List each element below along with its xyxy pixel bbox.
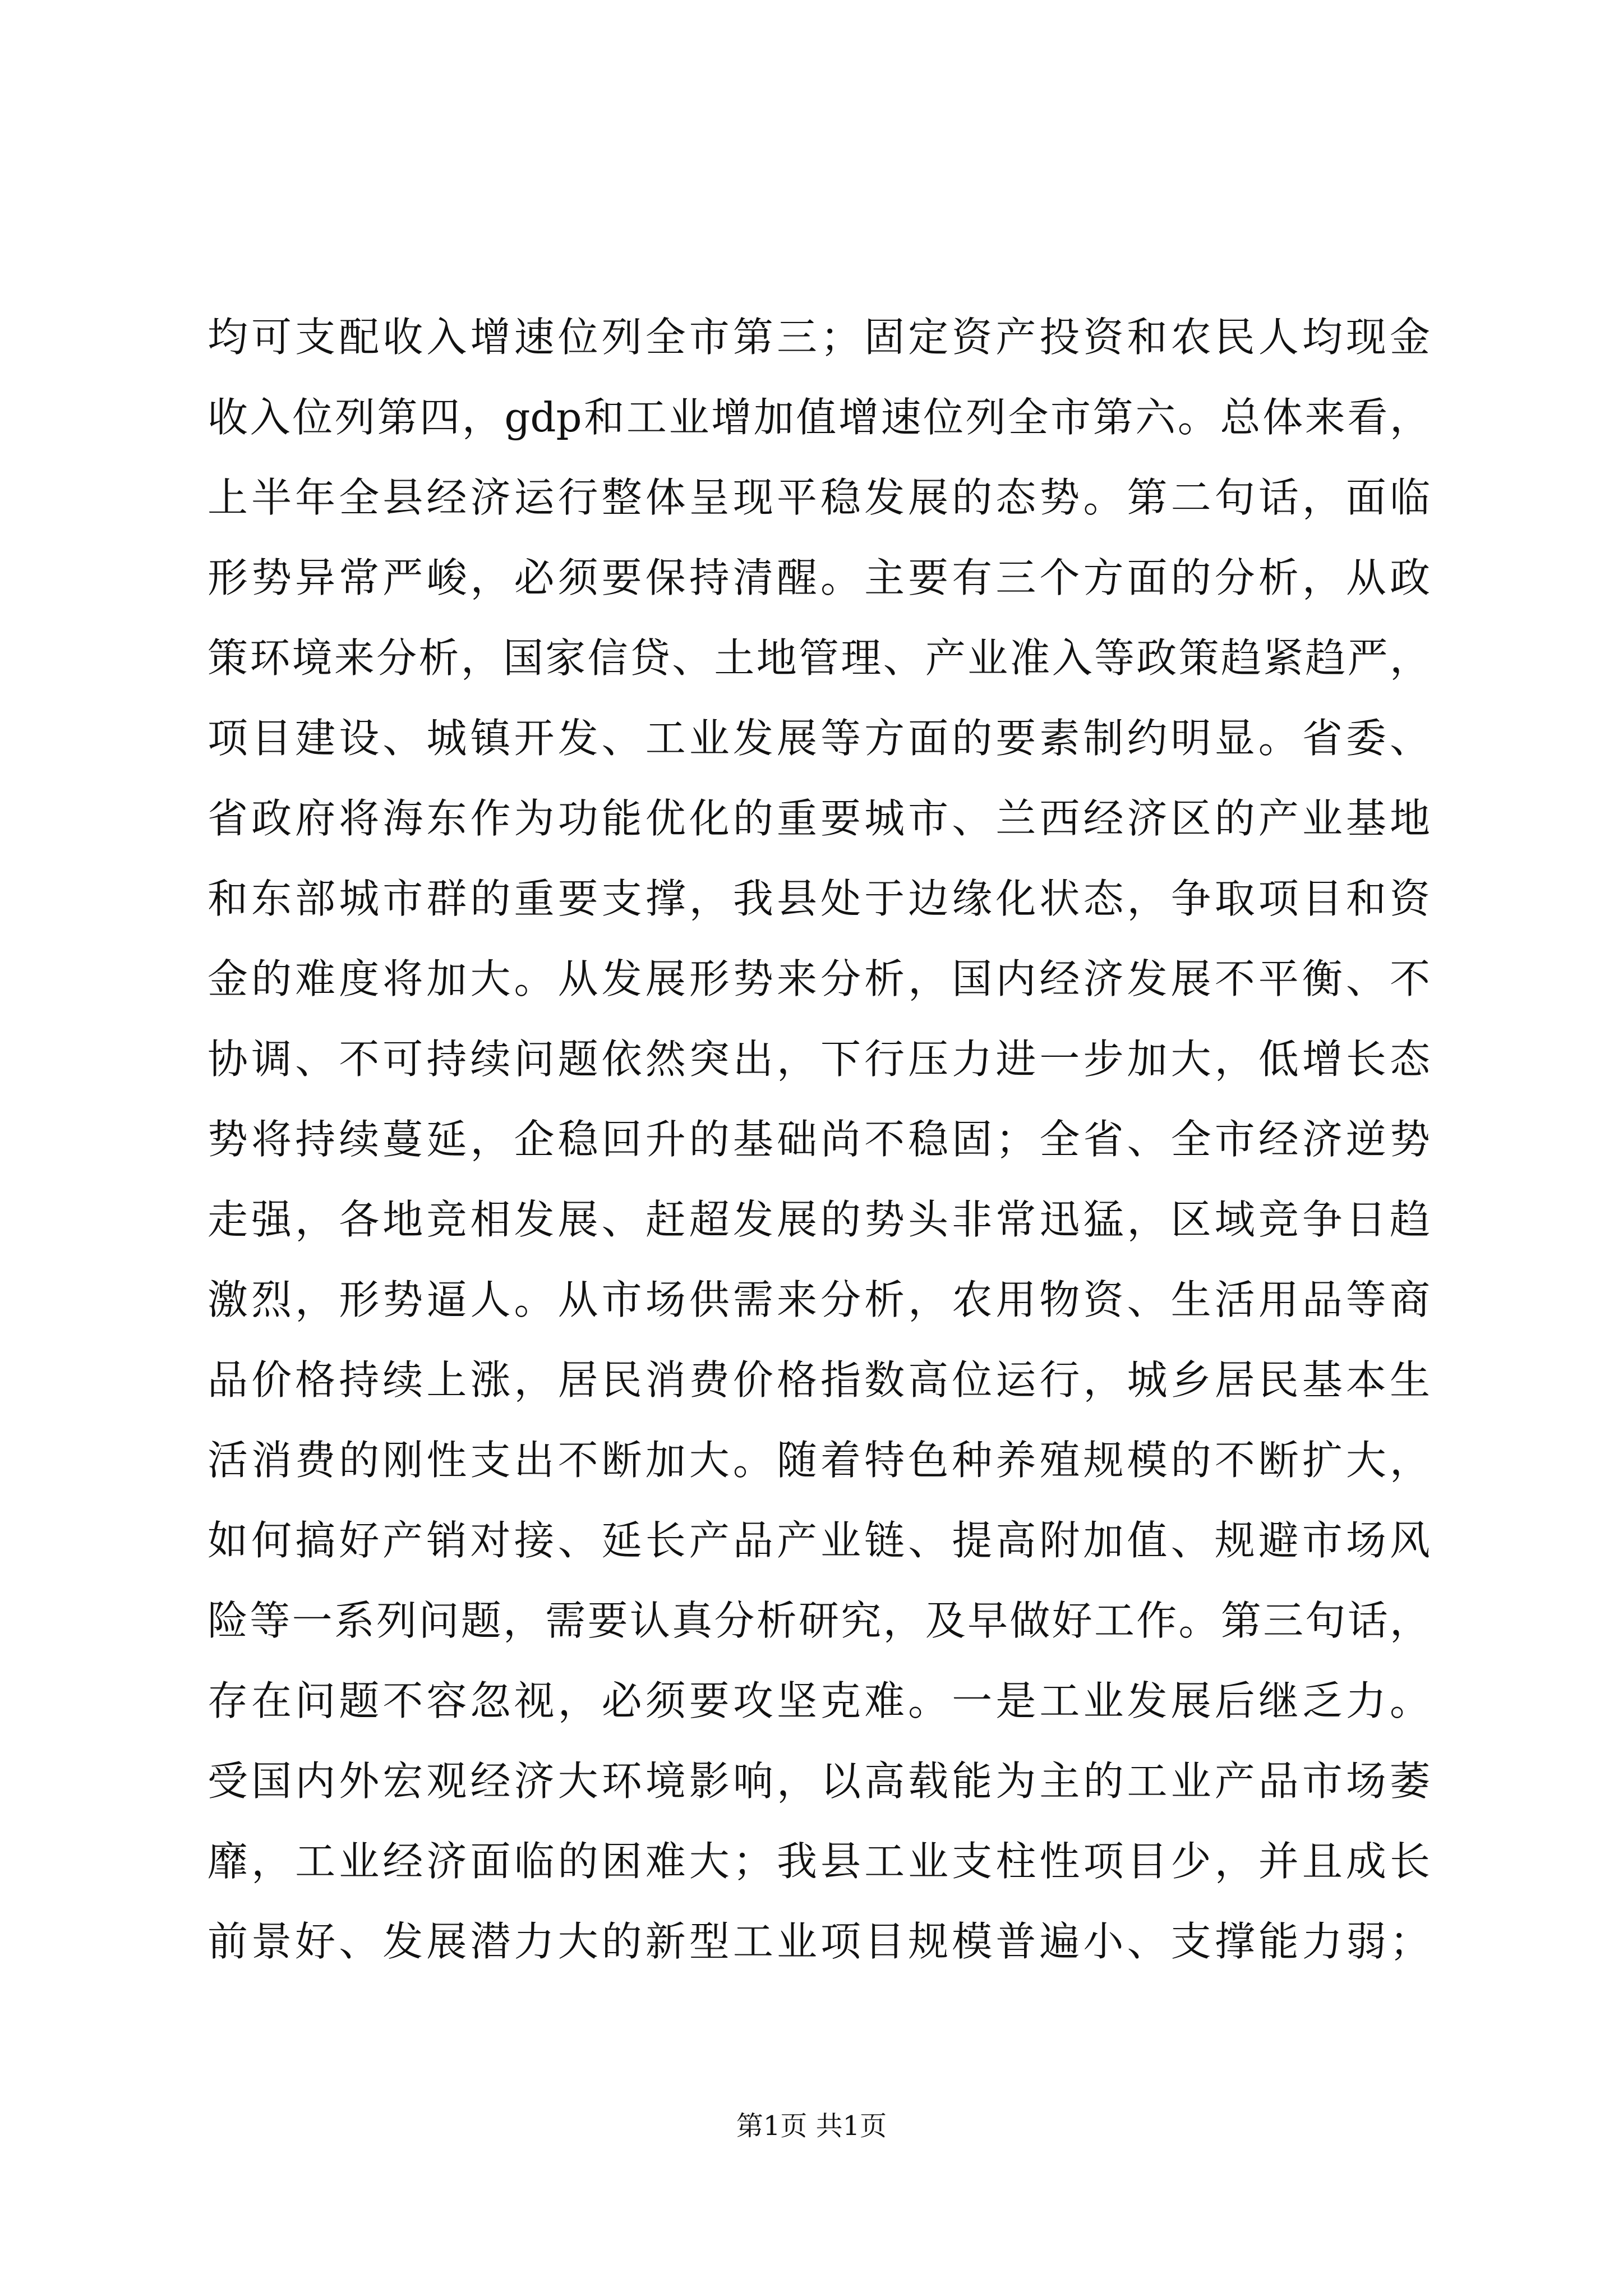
text-line: 品价格持续上涨，居民消费价格指数高位运行，城乡居民基本生	[208, 1356, 1430, 1404]
text-line: 走强，各地竞相发展、赶超发展的势头非常迅猛，区域竞争日趋	[208, 1196, 1430, 1243]
text-line: 策环境来分析，国家信贷、土地管理、产业准入等政策趋紧趋严，	[208, 634, 1430, 682]
text-line: 收入位列第四，gdp和工业增加值增速位列全市第六。总体来看，	[208, 394, 1430, 441]
text-line: 均可支配收入增速位列全市第三；固定资产投资和农民人均现金	[208, 314, 1430, 361]
text-line: 受国内外宏观经济大环境影响，以高载能为主的工业产品市场萎	[208, 1757, 1430, 1805]
body-paragraph	[208, 297, 1430, 1982]
text-line: 如何搞好产销对接、延长产品产业链、提高附加值、规避市场风	[208, 1517, 1430, 1564]
text-line: 存在问题不容忽视，必须要攻坚克难。一是工业发展后继乏力。	[208, 1677, 1430, 1724]
text-line: 激烈，形势逼人。从市场供需来分析，农用物资、生活用品等商	[208, 1276, 1430, 1323]
text-line: 省政府将海东作为功能优化的重要城市、兰西经济区的产业基地	[208, 795, 1430, 842]
text-line: 金的难度将加大。从发展形势来分析，国内经济发展不平衡、不	[208, 955, 1430, 1002]
text-line: 形势异常严峻，必须要保持清醒。主要有三个方面的分析，从政	[208, 554, 1430, 601]
text-line: 活消费的刚性支出不断加大。随着特色种养殖规模的不断扩大，	[208, 1437, 1430, 1484]
text-line: 和东部城市群的重要支撑，我县处于边缘化状态，争取项目和资	[208, 875, 1430, 922]
text-line: 险等一系列问题，需要认真分析研究，及早做好工作。第三句话，	[208, 1597, 1430, 1644]
text-line: 势将持续蔓延，企稳回升的基础尚不稳固；全省、全市经济逆势	[208, 1116, 1430, 1163]
text-line: 靡，工业经济面临的困难大；我县工业支柱性项目少，并且成长	[208, 1838, 1430, 1885]
text-line: 前景好、发展潜力大的新型工业项目规模普遍小、支撑能力弱；	[208, 1918, 1430, 1965]
text-line: 协调、不可持续问题依然突出，下行压力进一步加大，低增长态	[208, 1036, 1430, 1083]
page-number-footer: 第1页 共1页	[736, 2110, 887, 2142]
text-line: 项目建设、城镇开发、工业发展等方面的要素制约明显。省委、	[208, 715, 1430, 762]
text-line: 上半年全县经济运行整体呈现平稳发展的态势。第二句话，面临	[208, 474, 1430, 521]
